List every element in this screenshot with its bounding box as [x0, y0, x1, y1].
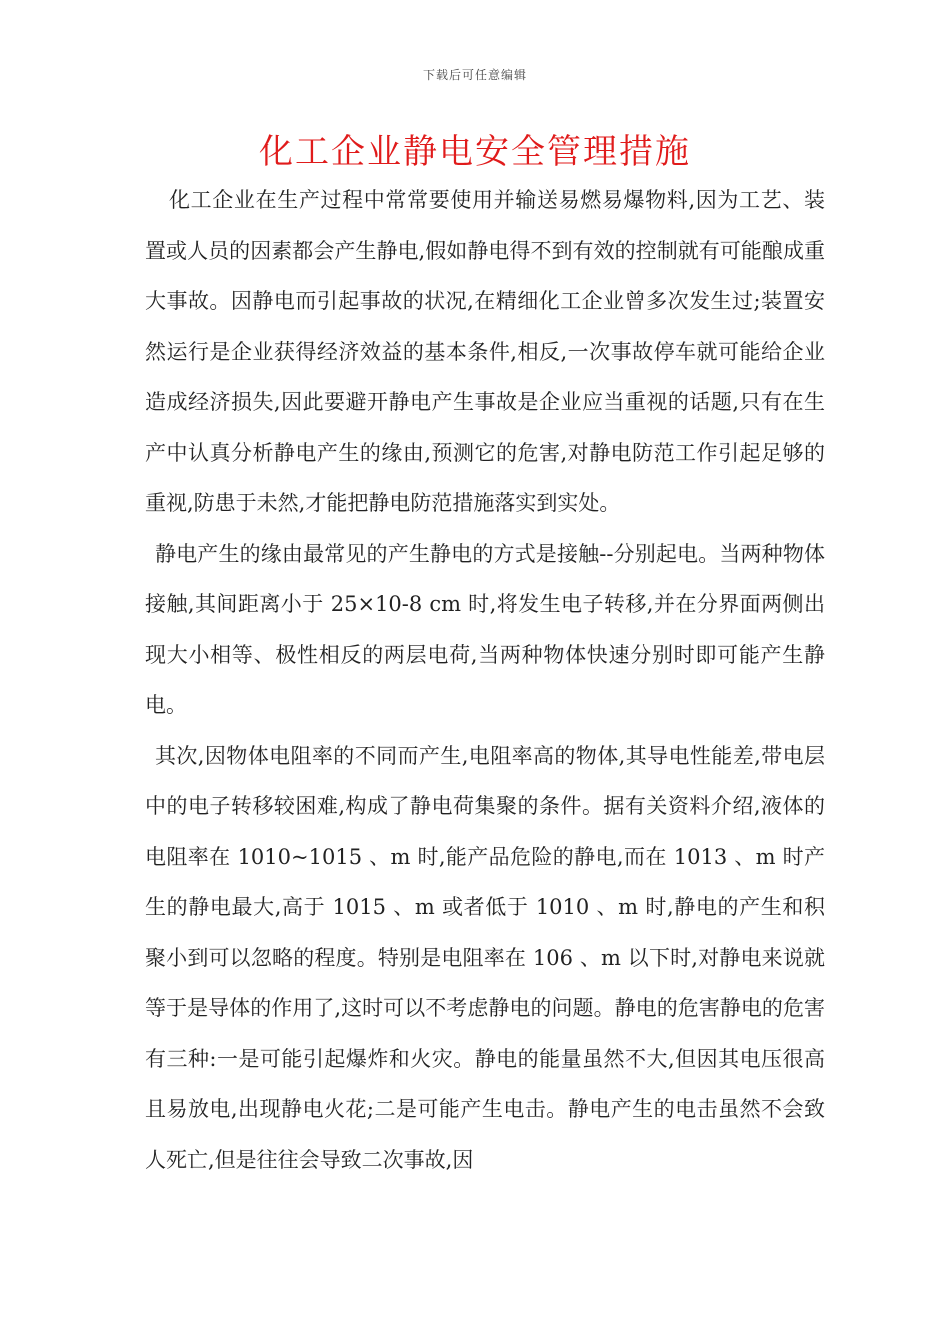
paragraph-resistivity: 其次,因物体电阻率的不同而产生,电阻率高的物体,其导电性能差,带电层中的电子转移较困难,构成了静电荷集聚的条件。据有关资料介绍,液体的电阻率在 1010~1015 、m 时,能产品危险的静电,而在 1013 、m 时产生的静电最大,高于 1015 、m 或者低于 1010 、m 时,静电的产生和积聚小到可以忽略的程度。特别是电阻率在 106 、m 以下时,对静电来说就等于是导体的作用了,这时可以不考虑静电的问题。静电的危害静电的危害有三种:一是可能引起爆炸和火灾。静电的能量虽然不大,但因其电压很高且易放电,出现静电火花;二是可能产生电击。静电产生的电击虽然不会致人死亡,但是往往会导致二次事故,因: [145, 743, 825, 1172]
header-note: 下载后可任意编辑: [422, 68, 527, 82]
document-title: 化工企业静电安全管理措施: [259, 132, 691, 172]
paragraph-static-cause: 静电产生的缘由最常见的产生静电的方式是接触--分别起电。当两种物体接触,其间距离小于 25×10-8 cm 时,将发生电子转移,并在分界面两侧出现大小相等、极性相反的两层电荷,当两种物体快速分别时即可能产生静电。: [145, 541, 825, 717]
document-body: [145, 175, 825, 1185]
paragraph-intro: 化工企业在生产过程中常常要使用并输送易燃易爆物料,因为工艺、装置或人员的因素都会产生静电,假如静电得不到有效的控制就有可能酿成重大事故。因静电而引起事故的状况,在精细化工企业曾多次发生过;装置安然运行是企业获得经济效益的基本条件,相反,一次事故停车就可能给企业造成经济损失,因此要避开静电产生事故是企业应当重视的话题,只有在生产中认真分析静电产生的缘由,预测它的危害,对静电防范工作引起足够的重视,防患于未然,才能把静电防范措施落实到实处。: [145, 188, 825, 515]
